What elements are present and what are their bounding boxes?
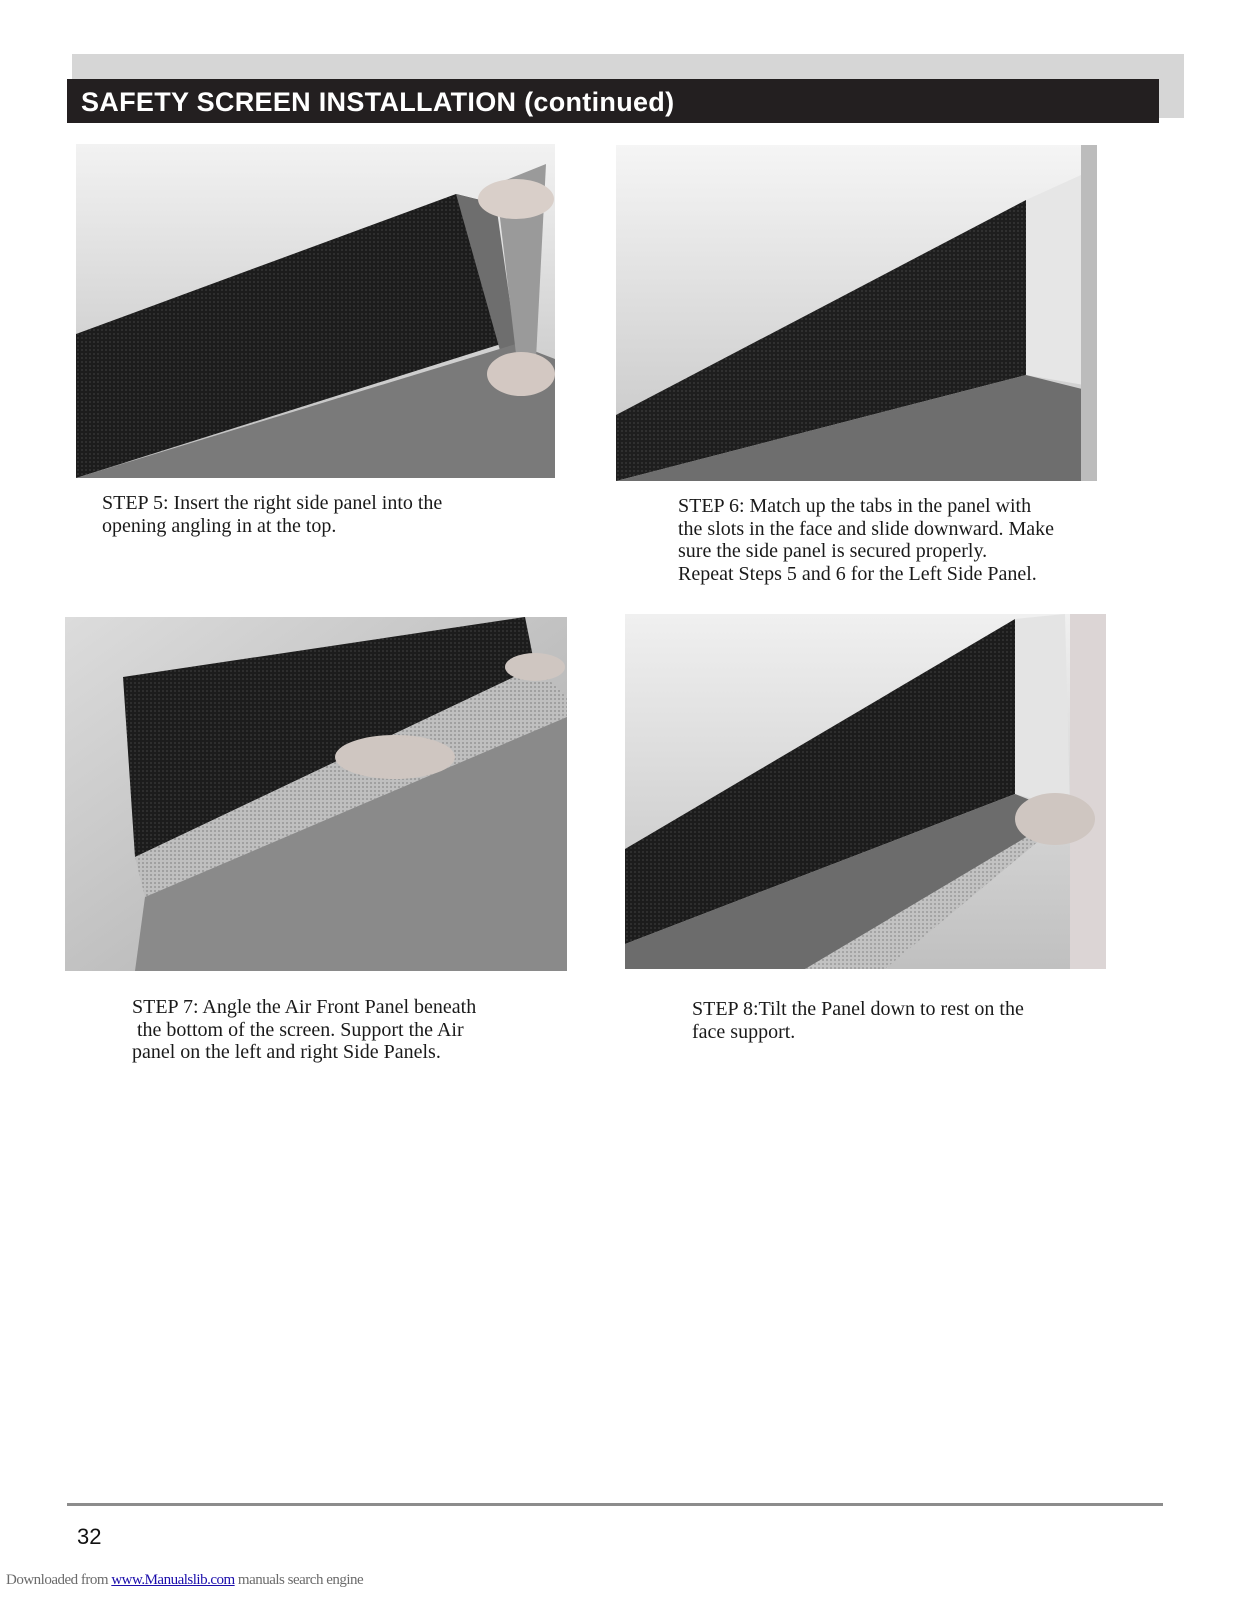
- step-7-caption: STEP 7: Angle the Air Front Panel beneath the bottom of the screen. Support the Air panel on the left and right Side Panels.: [132, 996, 477, 1063]
- download-suffix: manuals search engine: [234, 1572, 364, 1588]
- step-6-photo: [616, 145, 1097, 481]
- download-notice: [6, 1572, 363, 1589]
- step-8-caption: STEP 8:Tilt the Panel down to rest on the face support.: [692, 998, 1024, 1043]
- page-number: 32: [77, 1524, 102, 1549]
- manualslib-link[interactable]: www.Manualslib.com: [111, 1572, 235, 1588]
- step-7-photo: [65, 617, 567, 971]
- footer-rule: [67, 1503, 1163, 1506]
- download-prefix: Downloaded from: [6, 1572, 112, 1588]
- section-title: SAFETY SCREEN INSTALLATION (continued): [67, 79, 1159, 123]
- step-5-photo: [76, 144, 555, 478]
- step-8-photo: [625, 614, 1106, 969]
- step-6-caption: STEP 6: Match up the tabs in the panel with the slots in the face and slide downward. Make sure the side panel is secured properly. Repeat Steps 5 and 6 for the Left Side Panel.: [678, 495, 1055, 585]
- step-5-caption: STEP 5: Insert the right side panel into the opening angling in at the top.: [102, 492, 443, 537]
